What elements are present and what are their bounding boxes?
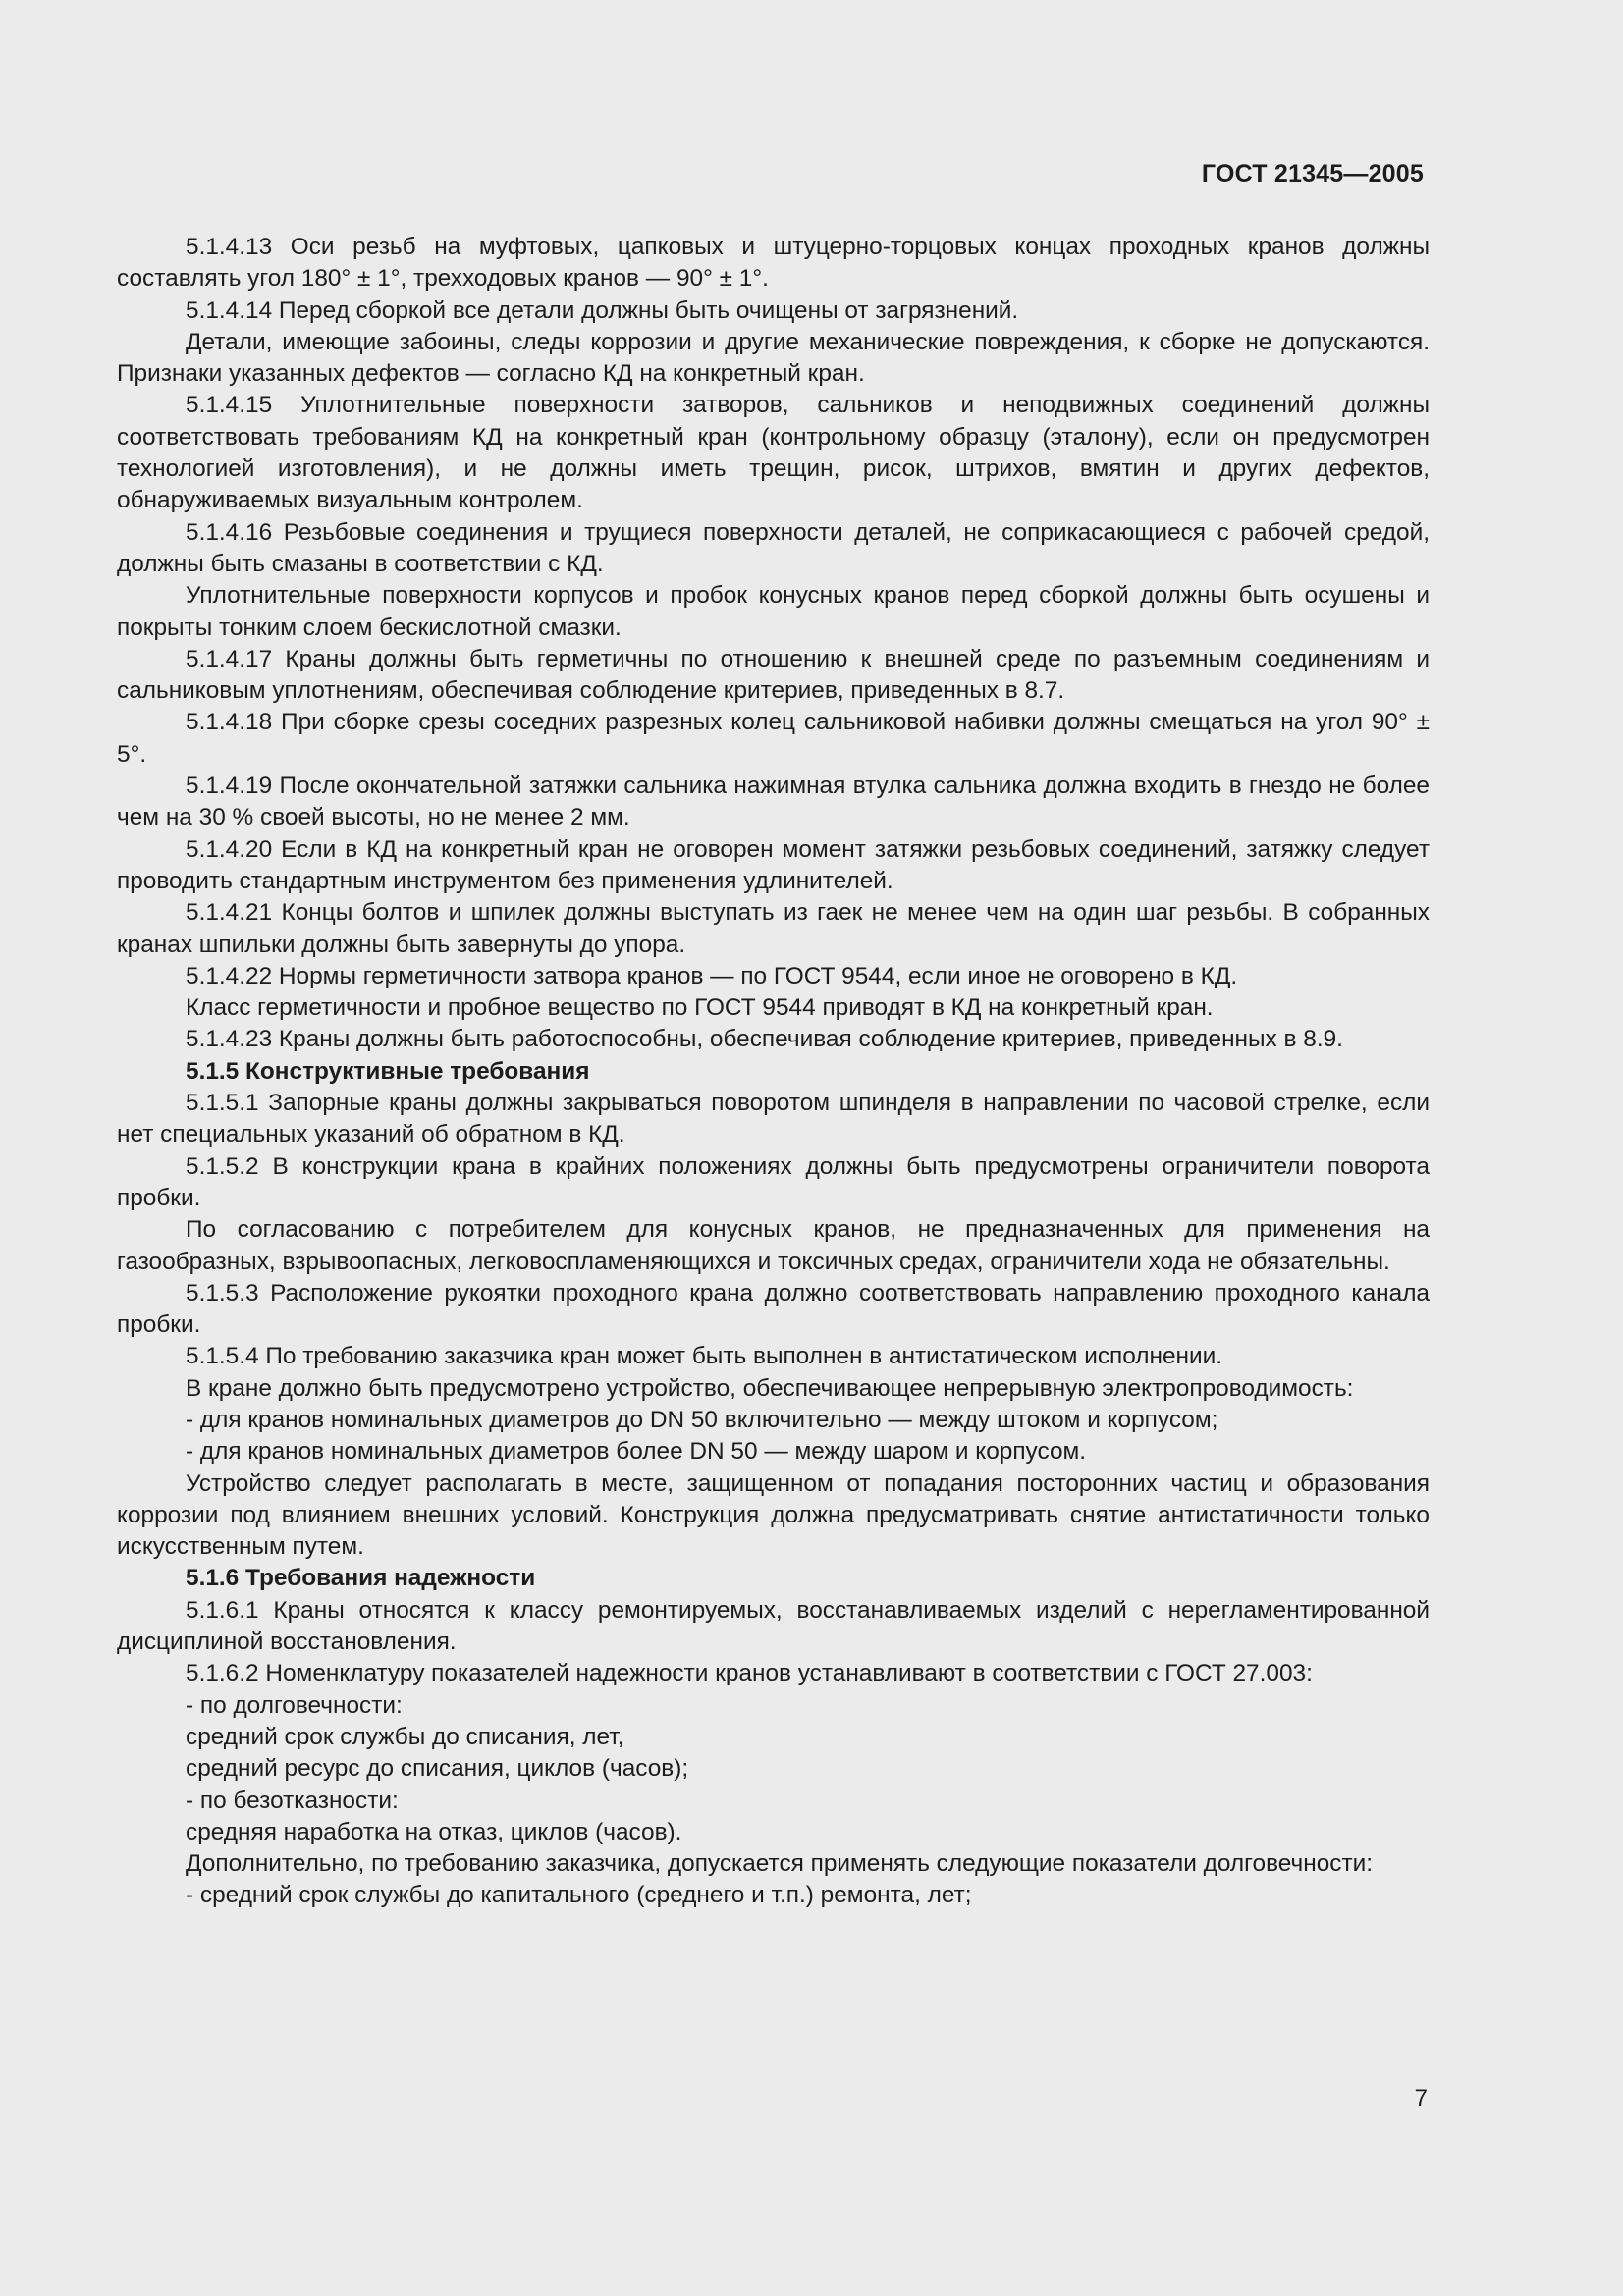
list-item: - средний срок службы до капитального (среднего и т.п.) ремонта, лет; xyxy=(186,1882,972,1909)
body-text xyxy=(117,232,1430,1912)
paragraph: 5.1.4.17 Краны должны быть герметичны по отношению к внешней среде по разъемным соединениям и сальниковым уплотнениям, обеспечивая соблюдение критериев, приведенных в 8.7. xyxy=(117,645,1430,705)
list-subitem: средняя наработка на отказ, циклов (часов). xyxy=(186,1818,682,1845)
list-item: - для кранов номинальных диаметров более DN 50 — между шаром и корпусом. xyxy=(186,1438,1087,1466)
list-item: - для кранов номинальных диаметров до DN 50 включительно — между штоком и корпусом; xyxy=(186,1406,1218,1433)
paragraph: 5.1.6.1 Краны относятся к классу ремонтируемых, восстанавливаемых изделий с нерегламентированной дисциплиной восстановления. xyxy=(117,1596,1430,1656)
paragraph: 5.1.5.1 Запорные краны должны закрываться поворотом шпинделя в направлении по часовой стрелке, если нет специальных указаний об обратном в КД. xyxy=(117,1090,1430,1148)
paragraph: Детали, имеющие забоины, следы коррозии и другие механические повреждения, к сборке не допускаются. Признаки указанных дефектов — согласно КД на конкретный кран. xyxy=(117,328,1430,388)
paragraph: 5.1.5.3 Расположение рукоятки проходного крана должно соответствовать направлению проходного канала пробки. xyxy=(117,1279,1430,1339)
list-subitem: средний ресурс до списания, циклов (часов); xyxy=(186,1755,689,1783)
paragraph: Дополнительно, по требованию заказчика, допускается применять следующие показатели долговечности: xyxy=(186,1850,1374,1878)
paragraph: 5.1.4.22 Нормы герметичности затвора кранов — по ГОСТ 9544, если иное не оговорено в КД. xyxy=(186,962,1238,989)
page-number: 7 xyxy=(1414,2085,1428,2111)
paragraph: 5.1.6.2 Номенклатуру показателей надежности кранов устанавливают в соответствии с ГОСТ 27.003: xyxy=(186,1660,1313,1687)
section-heading: 5.1.6 Требования надежности xyxy=(186,1565,536,1592)
paragraph: 5.1.4.15 Уплотнительные поверхности затворов, сальников и неподвижных соединений должны соответствовать требованиям КД на конкретный кран (контрольному образцу (эталону), если он предусмотрен технологией изготовления), и не должны иметь трещин, рисок, штрихов, вмятин и других дефектов, обнаруживаемых визуальным контролем. xyxy=(117,392,1430,514)
paragraph: По согласованию с потребителем для конусных кранов, не предназначенных для применения на газообразных, взрывоопасных, легковоспламеняющихся и токсичных средах, ограничители хода не обязательны. xyxy=(117,1216,1430,1275)
paragraph: 5.1.4.20 Если в КД на конкретный кран не оговорен момент затяжки резьбовых соединений, затяжку следует проводить стандартным инструментом без применения удлинителей. xyxy=(117,835,1430,894)
paragraph: 5.1.4.18 При сборке срезы соседних разрезных колец сальниковой набивки должны смещаться на угол 90° ± 5°. xyxy=(117,709,1430,768)
document-code-header: ГОСТ 21345—2005 xyxy=(1201,160,1424,187)
paragraph: 5.1.4.14 Перед сборкой все детали должны быть очищены от загрязнений. xyxy=(186,296,1019,324)
paragraph: 5.1.4.19 После окончательной затяжки сальника нажимная втулка сальника должна входить в гнездо не более чем на 30 % своей высоты, но не менее 2 мм. xyxy=(117,773,1430,831)
paragraph: Класс герметичности и пробное вещество по ГОСТ 9544 приводят в КД на конкретный кран. xyxy=(186,994,1214,1022)
paragraph: 5.1.4.23 Краны должны быть работоспособны, обеспечивая соблюдение критериев, приведенных в 8.9. xyxy=(186,1026,1343,1053)
paragraph: 5.1.4.13 Оси резьб на муфтовых, цапковых и штуцерно-торцовых концах проходных кранов должны составлять угол 180° ± 1°, трехходовых кранов — 90° ± 1°. xyxy=(117,234,1430,293)
paragraph: В кране должно быть предусмотрено устройство, обеспечивающее непрерывную электропроводимость: xyxy=(186,1374,1354,1402)
list-subitem: средний срок службы до списания, лет, xyxy=(186,1723,624,1750)
paragraph: Уплотнительные поверхности корпусов и пробок конусных кранов перед сборкой должны быть осушены и покрыты тонким слоем бескислотной смазки. xyxy=(117,582,1430,641)
paragraph: 5.1.5.2 В конструкции крана в крайних положениях должны быть предусмотрены ограничители поворота пробки. xyxy=(117,1152,1430,1211)
list-item: - по безотказности: xyxy=(186,1787,399,1814)
paragraph: 5.1.4.21 Концы болтов и шпилек должны выступать из гаек не менее чем на один шаг резьбы. В собранных кранах шпильки должны быть завернуты до упора. xyxy=(117,899,1430,958)
list-item: - по долговечности: xyxy=(186,1691,403,1719)
paragraph: 5.1.5.4 По требованию заказчика кран может быть выполнен в антистатическом исполнении. xyxy=(186,1343,1223,1370)
paragraph: Устройство следует располагать в месте, защищенном от попадания посторонних частиц и образования коррозии под влиянием внешних условий. Конструкция должна предусматривать снятие антистатичности только искусственным путем. xyxy=(117,1469,1430,1561)
section-heading: 5.1.5 Конструктивные требования xyxy=(186,1057,590,1085)
paragraph: 5.1.4.16 Резьбовые соединения и трущиеся поверхности деталей, не соприкасающиеся с рабочей средой, должны быть смазаны в соответствии с КД. xyxy=(117,518,1430,577)
